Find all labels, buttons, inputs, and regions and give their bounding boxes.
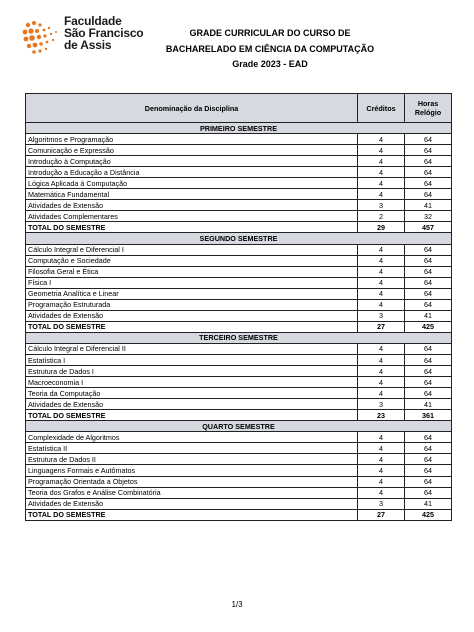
table-row	[26, 388, 452, 399]
logo-line-1: Faculdade	[64, 14, 122, 28]
discipline-hours: 64	[405, 189, 452, 200]
table-row	[26, 145, 452, 156]
discipline-hours: 41	[405, 399, 452, 410]
total-label: TOTAL DO SEMESTRE	[26, 410, 358, 421]
discipline-name: Estatística I	[26, 354, 358, 365]
semester-title: TERCEIRO SEMESTRE	[26, 332, 452, 343]
header-discipline: Denominação da Disciplina	[26, 94, 358, 123]
total-label: TOTAL DO SEMESTRE	[26, 222, 358, 233]
table-row	[26, 299, 452, 310]
discipline-credits: 4	[358, 487, 405, 498]
discipline-name: Programação Orientada a Objetos	[26, 476, 358, 487]
discipline-name: Macroeconomia I	[26, 377, 358, 388]
curriculum-table	[25, 93, 452, 521]
discipline-name: Computação e Sociedade	[26, 255, 358, 266]
discipline-credits: 4	[358, 366, 405, 377]
discipline-hours: 64	[405, 288, 452, 299]
total-label: TOTAL DO SEMESTRE	[26, 509, 358, 520]
discipline-hours: 64	[405, 244, 452, 255]
discipline-credits: 4	[358, 388, 405, 399]
discipline-name: Geometria Analítica e Linear	[26, 288, 358, 299]
discipline-hours: 64	[405, 277, 452, 288]
discipline-credits: 4	[358, 354, 405, 365]
document-title-line-1: GRADE CURRICULAR DO CURSO DE	[189, 28, 351, 38]
total-credits: 29	[358, 222, 405, 233]
discipline-credits: 4	[358, 443, 405, 454]
discipline-hours: 41	[405, 310, 452, 321]
table-row	[26, 498, 452, 509]
discipline-name: Atividades Complementares	[26, 211, 358, 222]
discipline-hours: 41	[405, 498, 452, 509]
discipline-name: Atividades de Extensão	[26, 200, 358, 211]
total-hours: 361	[405, 410, 452, 421]
semester-total-row	[26, 410, 452, 421]
discipline-hours: 64	[405, 476, 452, 487]
semester-header-row	[26, 233, 452, 244]
institution-logo	[22, 13, 144, 55]
total-credits: 27	[358, 321, 405, 332]
discipline-credits: 4	[358, 432, 405, 443]
discipline-hours: 64	[405, 366, 452, 377]
total-hours: 425	[405, 509, 452, 520]
discipline-credits: 4	[358, 156, 405, 167]
discipline-hours: 32	[405, 211, 452, 222]
discipline-credits: 4	[358, 454, 405, 465]
discipline-name: Estrutura de Dados I	[26, 366, 358, 377]
page-number: 1/3	[231, 600, 243, 609]
discipline-name: Algoritmos e Programação	[26, 134, 358, 145]
discipline-hours: 64	[405, 145, 452, 156]
semester-title: QUARTO SEMESTRE	[26, 421, 452, 432]
discipline-hours: 64	[405, 454, 452, 465]
discipline-name: Comunicação e Expressão	[26, 145, 358, 156]
table-row	[26, 476, 452, 487]
dots-logo-icon	[22, 19, 62, 55]
semester-total-row	[26, 509, 452, 520]
discipline-credits: 3	[358, 498, 405, 509]
discipline-hours: 64	[405, 343, 452, 354]
discipline-hours: 64	[405, 299, 452, 310]
total-hours: 425	[405, 321, 452, 332]
discipline-name: Cálculo Integral e Diferencial I	[26, 244, 358, 255]
total-label: TOTAL DO SEMESTRE	[26, 321, 358, 332]
logo-line-2: São Francisco	[64, 26, 144, 40]
table-row	[26, 156, 452, 167]
discipline-credits: 4	[358, 244, 405, 255]
total-credits: 23	[358, 410, 405, 421]
semester-total-row	[26, 222, 452, 233]
table-header-row	[26, 94, 452, 123]
semester-title: SEGUNDO SEMESTRE	[26, 233, 452, 244]
discipline-name: Linguagens Formais e Autômatos	[26, 465, 358, 476]
discipline-name: Matemática Fundamental	[26, 189, 358, 200]
table-row	[26, 244, 452, 255]
discipline-hours: 64	[405, 388, 452, 399]
total-credits: 27	[358, 509, 405, 520]
discipline-name: Teoria da Computação	[26, 388, 358, 399]
semester-title: PRIMEIRO SEMESTRE	[26, 123, 452, 134]
discipline-credits: 3	[358, 399, 405, 410]
table-row	[26, 189, 452, 200]
table-row	[26, 443, 452, 454]
discipline-name: Física I	[26, 277, 358, 288]
discipline-hours: 64	[405, 377, 452, 388]
discipline-name: Introdução a Educação a Distância	[26, 167, 358, 178]
discipline-credits: 4	[358, 277, 405, 288]
table-row	[26, 134, 452, 145]
table-row	[26, 432, 452, 443]
semester-header-row	[26, 332, 452, 343]
header-hours: Horas Relógio	[405, 94, 452, 123]
discipline-credits: 4	[358, 178, 405, 189]
table-body	[26, 123, 452, 521]
discipline-name: Lógica Aplicada à Computação	[26, 178, 358, 189]
discipline-name: Atividades de Extensão	[26, 399, 358, 410]
discipline-credits: 4	[358, 255, 405, 266]
discipline-credits: 4	[358, 377, 405, 388]
table-row	[26, 167, 452, 178]
discipline-credits: 4	[358, 288, 405, 299]
total-hours: 457	[405, 222, 452, 233]
table-row	[26, 200, 452, 211]
discipline-credits: 4	[358, 476, 405, 487]
discipline-name: Atividades de Extensão	[26, 310, 358, 321]
logo-line-3: de Assis	[64, 38, 112, 52]
discipline-hours: 41	[405, 200, 452, 211]
table-row	[26, 211, 452, 222]
discipline-credits: 4	[358, 299, 405, 310]
discipline-credits: 3	[358, 200, 405, 211]
table-row	[26, 310, 452, 321]
document-title-line-3: Grade 2023 - EAD	[232, 59, 308, 69]
table-row	[26, 354, 452, 365]
table-row	[26, 454, 452, 465]
discipline-hours: 64	[405, 266, 452, 277]
semester-total-row	[26, 321, 452, 332]
discipline-credits: 2	[358, 211, 405, 222]
table-row	[26, 277, 452, 288]
table-row	[26, 465, 452, 476]
discipline-hours: 64	[405, 354, 452, 365]
discipline-hours: 64	[405, 465, 452, 476]
discipline-name: Estatística II	[26, 443, 358, 454]
table-row	[26, 343, 452, 354]
table-row	[26, 366, 452, 377]
discipline-credits: 4	[358, 134, 405, 145]
discipline-credits: 4	[358, 145, 405, 156]
discipline-name: Filosofia Geral e Ética	[26, 266, 358, 277]
discipline-name: Estrutura de Dados II	[26, 454, 358, 465]
document-title-line-2: BACHARELADO EM CIÊNCIA DA COMPUTAÇÃO	[165, 44, 375, 54]
header-credits: Créditos	[358, 94, 405, 123]
discipline-hours: 64	[405, 156, 452, 167]
discipline-credits: 4	[358, 343, 405, 354]
table-row	[26, 377, 452, 388]
discipline-hours: 64	[405, 167, 452, 178]
discipline-name: Programação Estruturada	[26, 299, 358, 310]
table-row	[26, 399, 452, 410]
discipline-hours: 64	[405, 255, 452, 266]
table-row	[26, 266, 452, 277]
discipline-hours: 64	[405, 178, 452, 189]
discipline-hours: 64	[405, 487, 452, 498]
discipline-name: Teoria dos Grafos e Análise Combinatória	[26, 487, 358, 498]
discipline-name: Atividades de Extensão	[26, 498, 358, 509]
discipline-hours: 64	[405, 443, 452, 454]
discipline-hours: 64	[405, 134, 452, 145]
table-row	[26, 288, 452, 299]
discipline-credits: 4	[358, 465, 405, 476]
table-row	[26, 255, 452, 266]
discipline-hours: 64	[405, 432, 452, 443]
table-row	[26, 178, 452, 189]
discipline-credits: 4	[358, 167, 405, 178]
discipline-credits: 4	[358, 189, 405, 200]
table-row	[26, 487, 452, 498]
discipline-name: Complexidade de Algoritmos	[26, 432, 358, 443]
discipline-name: Introdução à Computação	[26, 156, 358, 167]
discipline-name: Cálculo Integral e Diferencial II	[26, 343, 358, 354]
discipline-credits: 3	[358, 310, 405, 321]
semester-header-row	[26, 421, 452, 432]
discipline-credits: 4	[358, 266, 405, 277]
semester-header-row	[26, 123, 452, 134]
